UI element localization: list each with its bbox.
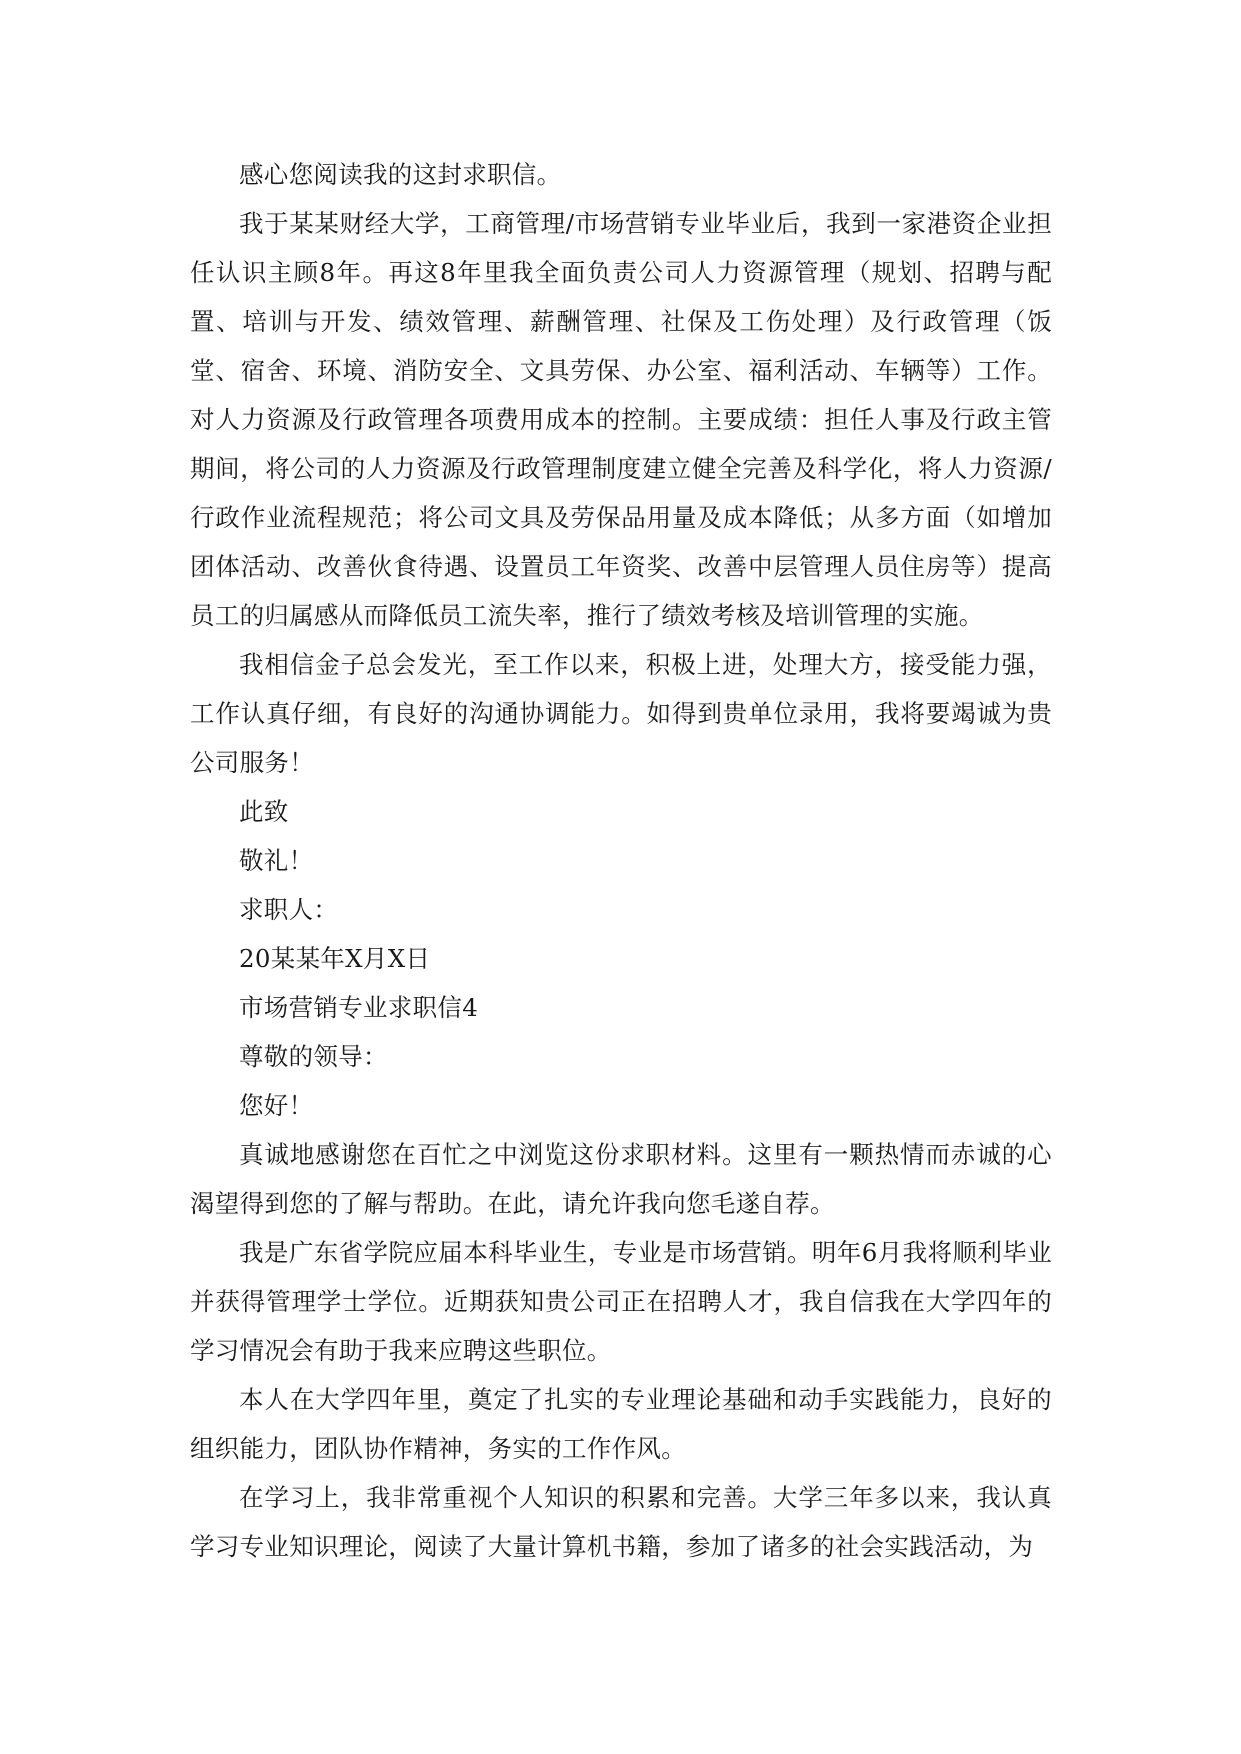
paragraph-introduction: 真诚地感谢您在百忙之中浏览这份求职材料。这里有一颗热情而赤诚的心渴望得到您的了解与帮助。在此，请允许我向您毛遂自荐。 (190, 1140, 1052, 1218)
paragraph-study: 在学习上，我非常重视个人知识的积累和完善。大学三年多以来，我认真学习专业知识理论，阅读了大量计算机书籍，参加了诸多的社会实践活动，为 (190, 1483, 1052, 1561)
letter-date: 20某某年X月X日 (239, 944, 431, 973)
paragraph-experience: 我于某某财经大学，工商管理/市场营销专业毕业后，我到一家港资企业担任认识主顾8年。再这8年里我全面负责公司人力资源管理（规划、招聘与配置、培训与开发、绩效管理、薪酬管理、社保及工伤处理）及行政管理（饭堂、宿舍、环境、消防安全、文具劳保、办公室、福利活动、车辆等）工作。对人力资源及行政管理各项费用成本的控制。主要成绩：担任人事及行政主管期间，将公司的人力资源及行政管理制度建立健全完善及科学化，将人力资源/行政作业流程规范；将公司文具及劳保品用量及成本降低；从多方面（如增加团体活动、改善伙食待遇、设置员工年资奖、改善中层管理人员住房等）提高员工的归属感从而降低员工流失率，推行了绩效考核及培训管理的实施。 (190, 209, 1052, 630)
paragraph-self-assessment: 我相信金子总会发光，至工作以来，积极上进，处理大方，接受能力强，工作认真仔细，有良好的沟通协调能力。如得到贵单位录用，我将要竭诚为贵公司服务！ (190, 650, 1052, 777)
applicant-label: 求职人： (239, 895, 339, 924)
closing-regards: 敬礼！ (239, 846, 314, 875)
section-title: 市场营销专业求职信4 (239, 993, 479, 1022)
paragraph-abilities: 本人在大学四年里，奠定了扎实的专业理论基础和动手实践能力，良好的组织能力，团队协作精神，务实的工作作风。 (190, 1385, 1052, 1463)
greeting-recipient: 尊敬的领导： (239, 1042, 388, 1071)
paragraph-background: 我是广东省学院应届本科毕业生，专业是市场营销。明年6月我将顺利毕业并获得管理学士学位。近期获知贵公司正在招聘人才，我自信我在大学四年的学习情况会有助于我来应聘这些职位。 (190, 1238, 1052, 1365)
letter-body (190, 150, 1052, 1571)
closing-salutation: 此致 (239, 797, 289, 826)
paragraph-thanks: 感心您阅读我的这封求职信。 (239, 160, 562, 189)
greeting-hello: 您好！ (239, 1091, 314, 1120)
